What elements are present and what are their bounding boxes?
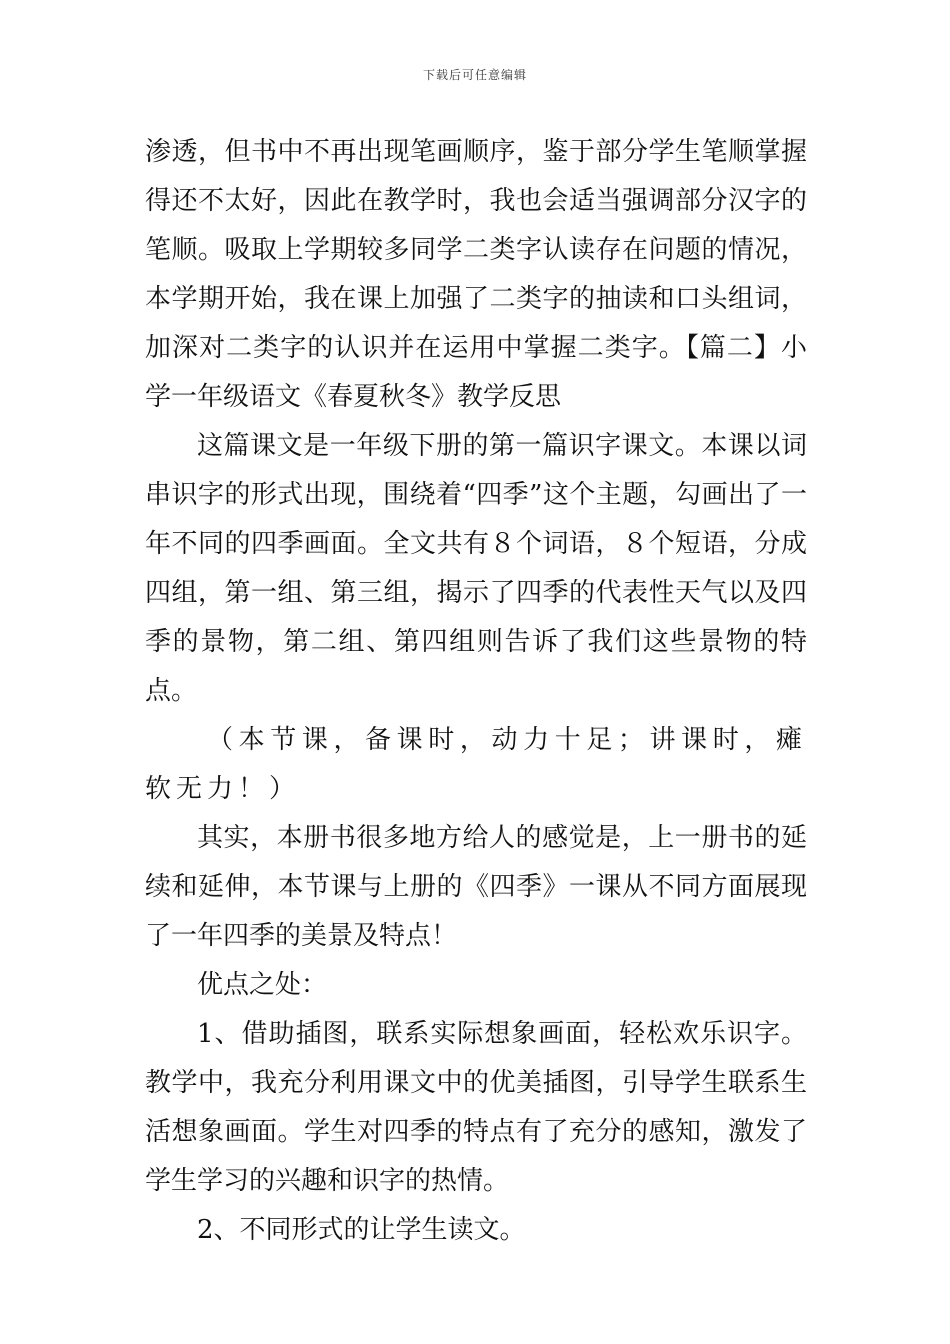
paragraph-strength-2: 2、不同形式的让学生读文。 xyxy=(197,1215,526,1245)
document-body xyxy=(145,128,807,1255)
paragraph-continuation-note: 其实，本册书很多地方给人的感觉是，上一册书的延续和延伸，本节课与上册的《四季》一课从不同方面展现了一年四季的美景及特点！ xyxy=(145,823,807,951)
paragraph-remark: （本节课，备课时，动力十足；讲课时，瘫软无力！） xyxy=(145,725,807,804)
paragraph-strengths-heading: 优点之处： xyxy=(197,970,328,1000)
paragraph-continuation: 渗透，但书中不再出现笔画顺序，鉴于部分学生笔顺掌握得还不太好，因此在教学时，我也会适当强调部分汉字的笔顺。吸取上学期较多同学二类字认读存在问题的情况，本学期开始，我在课上加强了二类字的抽读和口头组词，加深对二类字的认识并在运用中掌握二类字。【篇二】小学一年级语文《春夏秋冬》教学反思 xyxy=(145,137,807,412)
page-header: 下载后可任意编辑 xyxy=(422,68,527,82)
paragraph-lesson-intro: 这篇课文是一年级下册的第一篇识字课文。本课以词串识字的形式出现，围绕着“四季”这个主题，勾画出了一年不同的四季画面。全文共有８个词语，８个短语，分成四组，第一组、第三组，揭示了四季的代表性天气以及四季的景物，第二组、第四组则告诉了我们这些景物的特点。 xyxy=(145,431,807,706)
paragraph-strength-1: 1、借助插图，联系实际想象画面，轻松欢乐识字。教学中，我充分利用课文中的优美插图，引导学生联系生活想象画面。学生对四季的特点有了充分的感知，激发了学生学习的兴趣和识字的热情。 xyxy=(145,1019,807,1196)
